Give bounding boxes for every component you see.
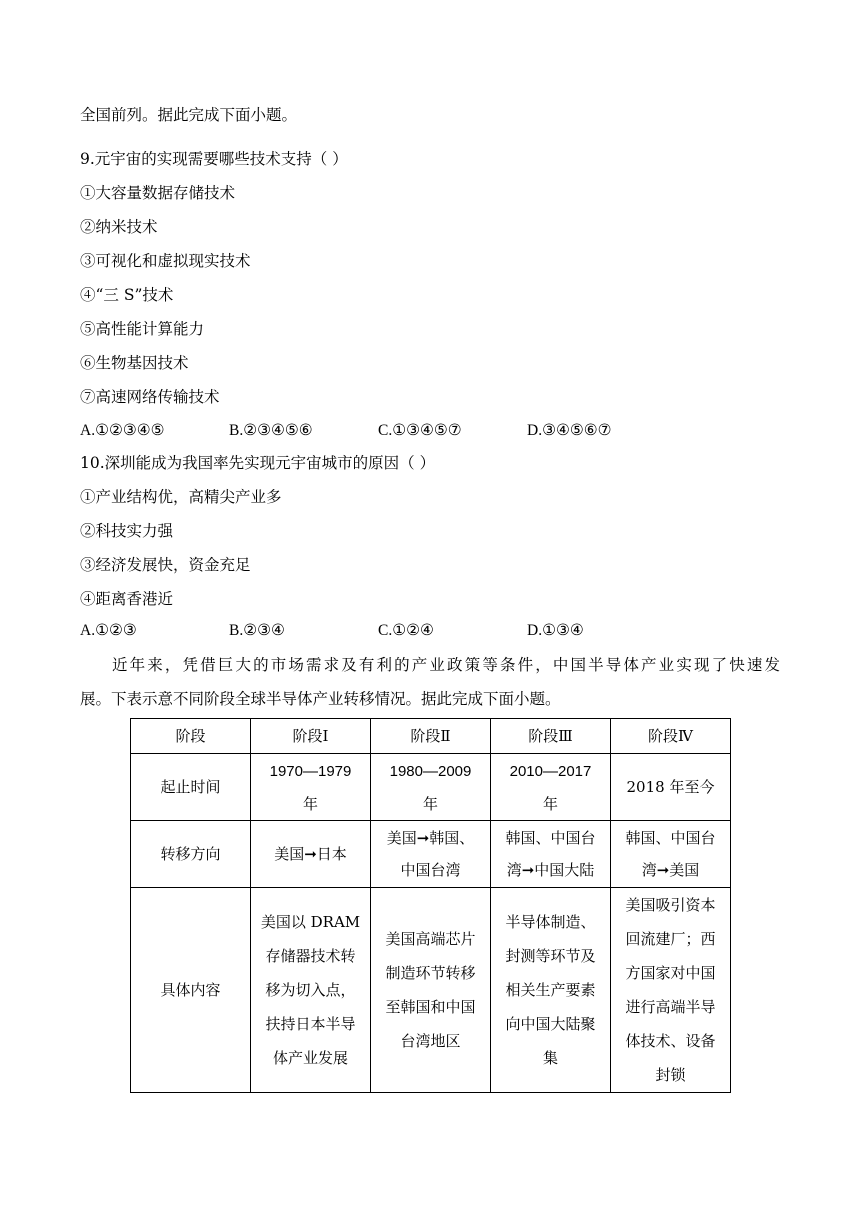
cell-line: 移为切入点， [265, 981, 356, 999]
cell-line: 1980—2009 [389, 762, 472, 780]
q10-option-b: B.②③④ [229, 622, 285, 639]
q9-item-5: ⑤高性能计算能力 [80, 320, 205, 338]
header-cell-stage: 阶段 [131, 719, 251, 754]
header-cell-stage-3: 阶段Ⅲ [491, 719, 611, 754]
cell-line: 扶持日本半导 [265, 1015, 356, 1033]
passage-line-2: 展。下表示意不同阶段全球半导体产业转移情况。据此完成下面小题。 [80, 690, 561, 708]
cell-line: 至韩国和中国 [385, 998, 476, 1016]
content-cell-1 [251, 888, 371, 1093]
passage-line-1: 近年来，凭借巨大的市场需求及有利的产业政策等条件，中国半导体产业实现了快速发 [112, 656, 780, 674]
cell-line: 年 [542, 794, 558, 813]
content-cell-3 [491, 888, 611, 1093]
cell-line: 美国高端芯片 [385, 930, 476, 948]
cell-line: 向中国大陆聚 [505, 1015, 596, 1033]
table-row-period [131, 754, 731, 821]
q10-item-1: ①产业结构优，高精尖产业多 [80, 488, 282, 506]
q9-item-1: ①大容量数据存储技术 [80, 184, 236, 202]
cell-line: 2010—2017 [509, 762, 592, 780]
cell-line: 1970—1979 [269, 762, 352, 780]
row-label-period: 起止时间 [131, 754, 251, 821]
q9-option-d: D.③④⑤⑥⑦ [527, 422, 612, 439]
q9-option-b: B.②③④⑤⑥ [229, 422, 313, 439]
q9-option-c: C.①③④⑤⑦ [378, 422, 462, 439]
table-row-direction [131, 821, 731, 888]
table-row-content [131, 888, 731, 1093]
q9-option-a: A.①②③④⑤ [80, 422, 165, 439]
cell-line: 体技术、设备 [625, 1032, 716, 1050]
row-label-content: 具体内容 [131, 888, 251, 1093]
q9-stem: 9.元宇宙的实现需要哪些技术支持（ ） [80, 150, 348, 168]
period-cell-2 [371, 754, 491, 821]
q9-item-3: ③可视化和虚拟现实技术 [80, 252, 251, 270]
cell-line: 体产业发展 [272, 1049, 348, 1067]
q10-stem: 10.深圳能成为我国率先实现元宇宙城市的原因（ ） [80, 454, 436, 472]
cell-line: 方国家对中国 [625, 964, 716, 982]
intro-tail: 全国前列。据此完成下面小题。 [80, 106, 298, 124]
content-cell-2 [371, 888, 491, 1093]
cell-line: 韩国、中国台 [505, 829, 596, 847]
q10-item-3: ③经济发展快，资金充足 [80, 556, 251, 574]
cell-line: 进行高端半导 [625, 998, 716, 1016]
direction-cell-3 [491, 821, 611, 888]
period-cell-4 [611, 754, 731, 821]
cell-line: 制造环节转移 [385, 964, 476, 982]
cell-line: 存储器技术转 [265, 947, 356, 965]
header-cell-stage-4: 阶段Ⅳ [611, 719, 731, 754]
cell-line: 美国➞日本 [274, 845, 347, 863]
direction-cell-1 [251, 821, 371, 888]
direction-cell-2 [371, 821, 491, 888]
cell-line: 年 [422, 794, 438, 813]
cell-line: 韩国、中国台 [625, 829, 716, 847]
content-cell-4 [611, 888, 731, 1093]
row-label-direction: 转移方向 [131, 821, 251, 888]
direction-cell-4 [611, 821, 731, 888]
q10-item-2: ②科技实力强 [80, 522, 174, 540]
cell-line: 中国台湾 [400, 861, 461, 879]
cell-line: 湾➞中国大陆 [506, 861, 595, 879]
q10-item-4: ④距离香港近 [80, 590, 174, 608]
q10-option-a: A.①②③ [80, 622, 137, 639]
cell-line: 美国以 DRAM [260, 913, 361, 931]
cell-line: 封锁 [655, 1066, 686, 1084]
header-cell-stage-1: 阶段Ⅰ [251, 719, 371, 754]
q9-item-7: ⑦高速网络传输技术 [80, 388, 220, 406]
header-cell-stage-2: 阶段Ⅱ [371, 719, 491, 754]
cell-line: 美国➞韩国、 [386, 829, 475, 847]
q9-item-6: ⑥生物基因技术 [80, 354, 189, 372]
passage [80, 648, 780, 716]
period-cell-3 [491, 754, 611, 821]
semiconductor-transfer-table [130, 718, 731, 1093]
table-header-row [131, 719, 731, 754]
q10-option-d: D.①③④ [527, 622, 584, 639]
cell-line: 半导体制造、 [505, 913, 596, 931]
cell-line: 封测等环节及 [505, 947, 596, 965]
cell-line: 相关生产要素 [505, 981, 596, 999]
q10-option-c: C.①②④ [378, 622, 434, 639]
cell-line: 年 [302, 794, 318, 813]
q9-item-4: ④“三 S”技术 [80, 286, 174, 304]
period-cell-1 [251, 754, 371, 821]
cell-line: 集 [542, 1049, 558, 1067]
cell-line: 回流建厂；西 [625, 930, 716, 948]
cell-line: 美国吸引资本 [625, 896, 716, 914]
q9-item-2: ②纳米技术 [80, 218, 158, 236]
cell-line: 湾➞美国 [641, 861, 700, 879]
cell-line: 台湾地区 [400, 1032, 461, 1050]
cell-line: 2018 年至今 [626, 778, 715, 796]
